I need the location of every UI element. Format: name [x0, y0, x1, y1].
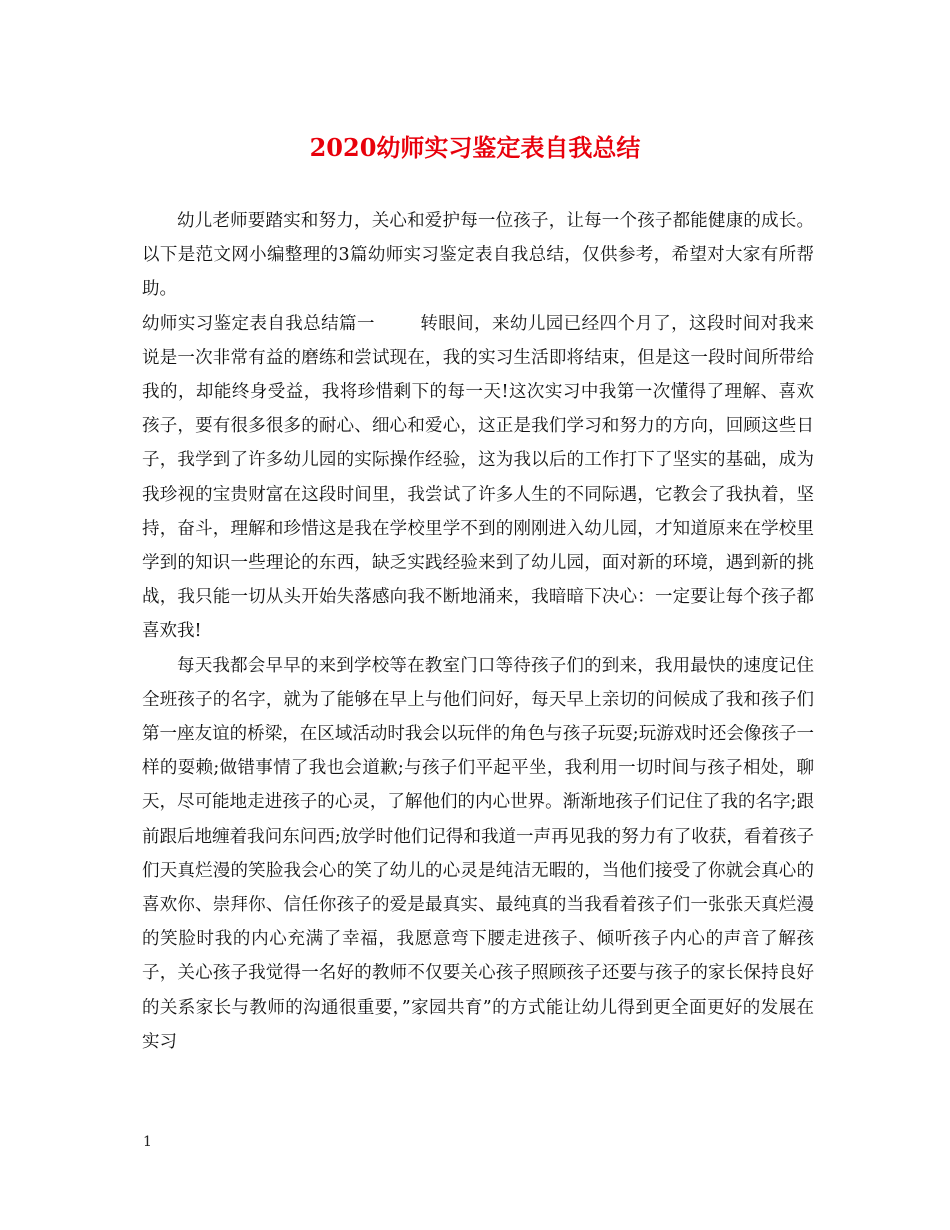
section-1-body: 转眼间，来幼儿园已经四个月了，这段时间对我来说是一次非常有益的磨练和尝试现在，我的实习生活即将结束，但是这一段时间所带给我的，却能终身受益，我将珍惜剩下的每一天!这次实习中我第一次懂得了理解、喜欢孩子，要有很多很多的耐心、细心和爱心，这正是我们学习和努力的方向，回顾这些日子，我学到了许多幼儿园的实际操作经验，这为我以后的工作打下了坚实的基础，成为我珍视的宝贵财富在这段时间里，我尝试了许多人生的不同际遇，它教会了我执着，坚持，奋斗，理解和珍惜这是我在学校里学不到的刚刚进入幼儿园，才知道原来在学校里学到的知识一些理论的东西，缺乏实践经验来到了幼儿园，面对新的环境，遇到新的挑战，我只能一切从头开始失落感向我不断地涌来，我暗暗下决心：一定要让每个孩子都喜欢我!	[142, 313, 815, 642]
body-paragraph-2: 每天我都会早早的来到学校等在教室门口等待孩子们的到来，我用最快的速度记住全班孩子的名字，就为了能够在早上与他们问好，每天早上亲切的问候成了我和孩子们第一座友谊的桥梁，在区域活动时我会以玩伴的角色与孩子玩耍;玩游戏时还会像孩子一样的耍赖;做错事情了我也会道歉;与孩子们平起平坐，我利用一切时间与孩子相处，聊天，尽可能地走进孩子的心灵，了解他们的内心世界。渐渐地孩子们记住了我的名字;跟前跟后地缠着我问东问西;放学时他们记得和我道一声再见我的努力有了收获，看着孩子们天真烂漫的笑脸我会心的笑了幼儿的心灵是纯洁无暇的，当他们接受了你就会真心的喜欢你、崇拜你、信任你孩子的爱是最真实、最纯真的当我看着孩子们一张张天真烂漫的笑脸时我的内心充满了幸福，我愿意弯下腰走进孩子、倾听孩子内心的声音了解孩子，关心孩子我觉得一名好的教师不仅要关心孩子照顾孩子还要与孩子的家长保持良好的关系家长与教师的沟通很重要，”家园共育”的方式能让幼儿得到更全面更好的发展在实习	[142, 655, 814, 1052]
intro-paragraph: 幼儿老师要踏实和努力，关心和爱护每一位孩子，让每一个孩子都能健康的成长。以下是范文网小编整理的3篇幼师实习鉴定表自我总结，仅供参考，希望对大家有所帮助。	[142, 211, 814, 300]
document-body	[142, 204, 814, 1059]
section-1-paragraph	[142, 307, 814, 649]
page-title: 2020幼师实习鉴定表自我总结	[309, 133, 641, 162]
page-number: 1	[143, 1134, 152, 1150]
section-heading: 幼师实习鉴定表自我总结篇一	[142, 313, 375, 334]
